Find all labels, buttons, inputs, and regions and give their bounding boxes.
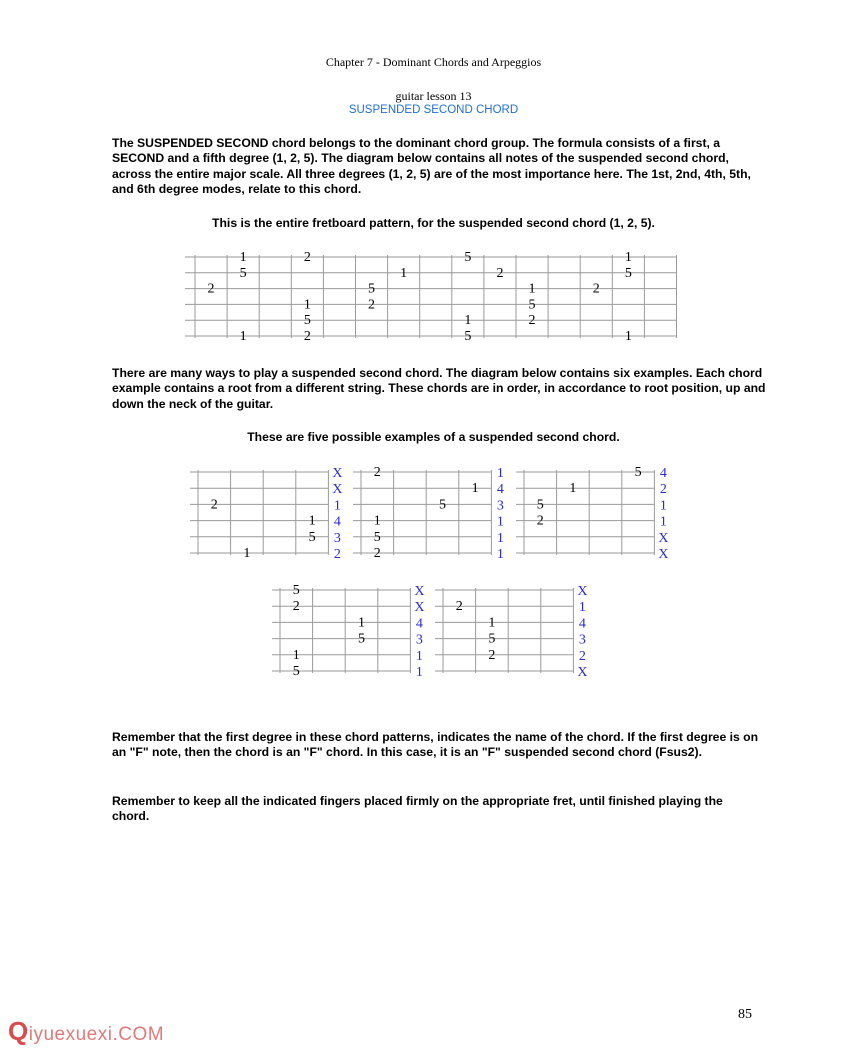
fret-note: 2 — [207, 281, 215, 297]
fret-note: 1 — [624, 250, 632, 265]
lesson-title: SUSPENDED SECOND CHORD — [348, 104, 519, 116]
fret-note: 1 — [464, 313, 472, 329]
fret-note: 2 — [292, 599, 300, 615]
chord-diagram — [435, 584, 587, 680]
fret-note: 1 — [488, 615, 496, 631]
remember-paragraph-2: Remember to keep all the indicated fingers placed firmly on the appropriate fret, until finished playing the chord. — [112, 794, 723, 824]
fret-note: 2 — [210, 497, 218, 513]
remember-paragraph-1: Remember that the first degree in these chord patterns, indicates the name of the chord. If the first degree is on an "F" note, then the chord is an "F" chord. In this case, it is an "F" suspended second chord (Fsus2). — [112, 730, 759, 760]
intro-paragraph: The SUSPENDED SECOND chord belongs to the dominant chord group. The formula consists of a first, a SECOND and a fifth degree (1, 2, 5). The diagram below contains all notes of the suspended second chord, across the entire major scale. All three degrees (1, 2, 5) are of the most importance here. The 1st, 2nd, 4th, 5th, and 6th degree modes, relate to this chord. — [112, 136, 751, 196]
watermark-q: Q — [8, 1016, 29, 1046]
chord-diagram — [353, 465, 504, 562]
fret-note: 2 — [455, 599, 463, 615]
finger-label: X — [658, 530, 669, 546]
finger-label: X — [332, 482, 343, 498]
finger-label: 4 — [333, 514, 341, 530]
fret-note: 1 — [308, 513, 316, 529]
lesson-number: guitar lesson 13 — [395, 89, 472, 103]
chord-diagram — [516, 465, 668, 562]
fret-note: 1 — [239, 250, 247, 265]
page-number: 85 — [738, 1007, 752, 1022]
fret-note: 1 — [243, 546, 251, 561]
fret-note: 1 — [569, 481, 577, 497]
finger-label: X — [414, 584, 425, 599]
finger-label: 1 — [333, 498, 341, 514]
fret-note: 1 — [292, 647, 300, 663]
chapter-heading: Chapter 7 - Dominant Chords and Arpeggios — [325, 55, 542, 69]
fret-note: 1 — [373, 513, 381, 529]
fret-note: 1 — [471, 481, 479, 497]
finger-label: X — [577, 665, 588, 680]
fret-note: 1 — [358, 615, 365, 631]
chord-diagram — [272, 583, 424, 680]
fret-note: 2 — [303, 250, 311, 265]
fret-note: 5 — [358, 631, 365, 647]
fret-note: 5 — [368, 281, 376, 297]
fret-note: 1 — [400, 265, 408, 281]
fret-note: 5 — [308, 529, 316, 545]
finger-label: X — [414, 600, 425, 616]
fret-note: 5 — [439, 497, 446, 513]
finger-label: 2 — [333, 547, 341, 562]
finger-label: 1 — [415, 665, 423, 680]
fret-note: 2 — [373, 465, 381, 480]
finger-label: X — [332, 466, 343, 481]
fret-note: 5 — [373, 529, 381, 545]
fret-note: 5 — [303, 313, 311, 329]
fret-note: 2 — [368, 297, 376, 313]
site-watermark — [8, 1016, 164, 1047]
finger-label: 1 — [415, 648, 423, 664]
fret-note: 5 — [488, 631, 496, 647]
finger-label: X — [658, 547, 669, 562]
finger-label: 1 — [659, 514, 667, 530]
finger-label: 4 — [659, 466, 667, 481]
fret-note: 1 — [303, 297, 311, 313]
fret-note: 5 — [464, 250, 472, 265]
finger-label: 4 — [578, 616, 586, 632]
finger-label: 2 — [578, 648, 586, 664]
finger-label: X — [577, 584, 588, 599]
finger-label: 1 — [659, 498, 667, 514]
finger-label: 3 — [496, 498, 504, 514]
finger-label: 1 — [496, 547, 504, 562]
finger-label: 1 — [496, 466, 504, 481]
finger-label: 4 — [496, 482, 504, 498]
fret-note: 5 — [536, 497, 544, 513]
finger-label: 3 — [333, 530, 341, 546]
fret-note: 2 — [536, 513, 544, 529]
fret-note: 5 — [292, 664, 300, 679]
watermark-text: iyuexuexi.COM — [28, 1024, 165, 1045]
finger-label: 3 — [578, 632, 586, 648]
finger-label: 1 — [496, 530, 504, 546]
finger-label: 2 — [659, 482, 667, 498]
fret-note: 2 — [373, 546, 381, 561]
fret-note: 2 — [303, 329, 311, 344]
fret-note: 5 — [292, 583, 300, 598]
fret-note: 5 — [464, 329, 472, 344]
fret-note: 5 — [239, 265, 247, 281]
fret-note: 1 — [528, 281, 536, 297]
examples-caption: These are five possible examples of a suspended second chord. — [247, 430, 620, 444]
fret-note: 5 — [528, 297, 536, 313]
chord-diagram — [190, 466, 342, 562]
fret-note: 1 — [624, 329, 632, 344]
fret-note: 5 — [634, 465, 642, 480]
examples-paragraph: There are many ways to play a suspended second chord. The diagram below contains six examples. Each chord example contains a root from a different string. These chords are in order, in accordance to root position, up and down the neck of the guitar. — [112, 366, 766, 411]
fretboard-diagram — [185, 250, 677, 344]
fret-note: 2 — [592, 281, 600, 297]
fret-note: 5 — [624, 265, 632, 281]
pattern-caption: This is the entire fretboard pattern, for the suspended second chord (1, 2, 5). — [212, 216, 655, 230]
finger-label: 1 — [496, 514, 504, 530]
fret-note: 2 — [488, 647, 496, 663]
finger-label: 3 — [415, 632, 423, 648]
fret-note: 1 — [239, 329, 247, 344]
fret-note: 2 — [496, 265, 504, 281]
finger-label: 1 — [578, 600, 586, 616]
chord-examples — [190, 465, 668, 680]
finger-label: 4 — [415, 616, 423, 632]
fret-note: 2 — [528, 313, 536, 329]
